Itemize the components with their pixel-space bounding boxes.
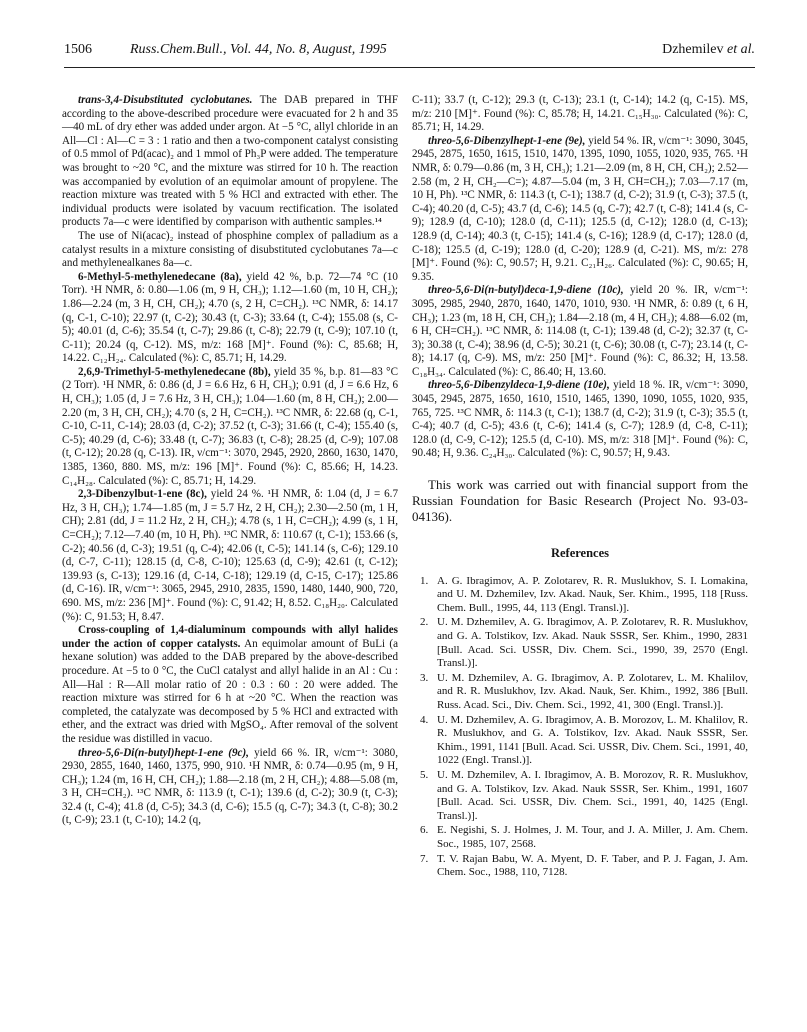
header-rule [64,67,755,68]
reference-item [412,824,748,851]
reference-number: 5. [420,768,429,781]
heading-compound-9c: threo-5,6-Di(n-butyl)hept-1-ene (9c), [78,746,249,759]
paragraph-compound-9c-continued: C-11); 33.7 (t, C-12); 29.3 (t, C-13); 23.1 (t, C-14); 14.2 (q, C-15). MS, m/z: 210 [M]⁺. Found (%): C, 85.78; H, 14.21. C₁₅H₃₀. Calculated (%): C, 85.71; H, 14.29. [412,94,748,134]
reference-text: U. M. Dzhemilev, A. G. Ibragimov, A. B. Morozov, L. M. Khalilov, R. R. Muslukhov, and G. A. Tolstikov, Izv. Akad. Nauk SSSR, Ser. Khim., 1991, 1141 [Bull. Acad. Sci. USSR, Div. Chem. Sci., 1991, 40, 1022 (Engl. Transl.)]. [437,713,748,767]
reference-number: 1. [420,574,429,587]
running-author-suffix: et al. [723,42,755,57]
heading-cross-coupling: Cross-coupling of 1,4-dialuminum compounds with allyl halides under the action of copper catalysts. [62,624,398,650]
running-header [64,42,755,62]
body-compound-9e: yield 54 %. IR, ν/cm⁻¹: 3090, 3045, 2945, 2875, 1650, 1615, 1510, 1470, 1395, 1090, 1055, 1020, 935, 765. ¹H NMR, δ: 0.79—0.86 (m, 3 H, CH₃); 1.21—2.09 (m, 8 H, CH, CH₂); 2.52—2.58 (m, 2 H, CH₂—C=); 4.87—5.04 (m, 3 H, CH=CH₂); 7.03—7.17 (m, 10 H, Ph). ¹³C NMR, δ: 114.3 (t, C-1); 138.7 (d, C-2); 31.9 (t, C-3); 37.5 (t, C-4); 40.20 (d, C-5); 43.7 (d, C-6); 14.5 (q, C-7); 42.7 (t, C-8); 141.4 (s, C-9); 128.9 (d, C-10); 128.0 (d, C-11); 125.5 (d, C-12); 128.0 (d, C-13); 128.9 (d, C-14); 40.3 (t, C-15); 141.4 (s, C-16); 128.9 (d, C-17); 128.0 (d, C-18); 125.5 (d, C-19); 128.0 (d, C-20); 128.9 (d, C-21). MS, m/z: 278 [M]⁺. Found (%): C, 90.57; H, 9.21. C₂₁H₂₆. Calculated (%): C, 90.65; H, 9.35. [412,134,749,283]
paragraph-compound-10c [412,284,748,379]
paragraph-trans-cyclobutanes [62,94,398,230]
reference-item [412,769,748,823]
acknowledgement: This work was carried out with financial support from the Russian Foundation for Basic Research (Project No. 93-03-04136). [412,477,748,525]
paragraph-compound-9e [412,135,748,285]
running-author-name: Dzhemilev [662,42,724,57]
body-compound-8c: yield 24 %. ¹H NMR, δ: 1.04 (d, J = 6.7 Hz, 3 H, CH₃); 1.74—1.85 (m, J = 5.7 Hz, 2 H, CH₂); 2.30—2.50 (m, 1 H, CH); 2.81 (dd, J = 11.2 Hz, 2 H, CH₂); 4.78 (s, 1 H, C=CH₂); 4.99 (s, 1 H, C=CH₂); 7.12—7.40 (m, 10 H, Ph). ¹³C NMR, δ: 110.67 (t, C-1); 153.66 (s, C-2); 40.56 (d, C-3); 19.51 (q, C-4); 42.06 (t, C-5); 141.14 (s, C-6); 129.10 (d, C-7, C-11); 128.15 (d, C-8, C-10); 125.63 (d, C-9); 42.61 (t, C-12); 139.93 (s, C-13); 129.16 (d, C-14, C-18); 129.19 (d, C-15, C-17); 125.86 (d, C-16). IR, ν/cm⁻¹: 3065, 2945, 2910, 2835, 1590, 1480, 1440, 900, 720, 690. MS, m/z: 236 [M]⁺. Found (%): C, 91.42; H, 8.52. C₁₈H₂₀. Calculated (%): C, 91.53; H, 8.47. [62,488,398,623]
reference-text: U. M. Dzhemilev, A. I. Ibragimov, A. B. Morozov, R. R. Muslukhov, and G. A. Tolstikov, Izv. Akad. Nauk SSSR, Ser. Khim., 1991, 1607 [Bull. Acad. Sci. USSR, Div. Chem. Sci., 1991, 40, 1425 (Engl. Transl.)]. [437,768,748,822]
heading-compound-10c: threo-5,6-Di(n-butyl)deca-1,9-diene (10c), [428,284,624,297]
body-compound-8b: yield 35 %, b.p. 81—83 °C (2 Torr). ¹H NMR, δ: 0.86 (d, J = 6.6 Hz, 6 H, CH₃); 0.91 (d, J = 6.6 Hz, 6 H, CH₃); 1.05 (d, J = 7.6 Hz, 3 H, CH₃); 1.04—1.60 (m, 8 H, CH₂); 2.00—2.20 (m, 3 H, CH, CH₂); 4.70 (s, 2 H, C=CH₂). ¹³C NMR, δ: 22.68 (q, C-1, C-10, C-11, C-14); 28.03 (d, C-2); 37.52 (t, C-3); 31.66 (t, C-4); 155.40 (s, C-5); 40.29 (d, C-6); 33.48 (t, C-7); 36.83 (t, C-8); 28.25 (d, C-9); 107.08 (t, C-12); 20.28 (q, C-13). IR, ν/cm⁻¹: 3070, 2945, 2920, 2860, 1630, 1470, 1385, 1360, 880. MS, m/z: 196 [M]⁺. Found (%): C, 85.66; H, 14.23. C₁₄H₂₈. Calculated (%): C, 85.71; H, 14.29. [62,365,398,487]
body-compound-10e: yield 18 %. IR, ν/cm⁻¹: 3090, 3045, 2945, 2875, 1650, 1610, 1510, 1465, 1390, 1090, 1055, 1020, 935, 765, 725. ¹³C NMR, δ: 114.3 (t, C-1); 138.7 (d, C-2); 31.9 (t, C-3); 35.5 (t, C-4); 40.7 (d, C-5); 43.6 (t, C-6); 141.4 (s, C-7); 128.9 (d, C-8, C-11); 128.0 (d, C-9, C-12); 125.5 (d, C-10). MS, m/z: 318 [M]⁺. Found (%): C, 90.48; H, 9.36. C₂₄H₃₀. Calculated (%): C, 90.57; H, 9.43. [412,379,748,460]
paragraph-compound-8b [62,366,398,488]
running-author [662,42,755,58]
reference-number: 6. [420,824,429,837]
references-list [412,575,748,880]
reference-text: A. G. Ibragimov, A. P. Zolotarev, R. R. Muslukhov, S. I. Lomakina, and U. M. Dzhemilev, Izv. Akad. Nauk, Ser. Khim., 1995, 118 [Russ. Chem. Bull., 1995, 44, 113 (Engl. Transl.)]. [437,574,748,614]
page-number: 1506 [64,42,92,57]
heading-compound-10e: threo-5,6-Dibenzyldeca-1,9-diene (10e), [428,379,610,392]
right-column [412,94,748,881]
reference-item [412,853,748,880]
reference-text: E. Negishi, S. J. Holmes, J. M. Tour, and J. A. Miller, J. Am. Chem. Soc., 1985, 107, 2568. [437,824,748,850]
paragraph-compound-9c [62,747,398,829]
reference-item [412,672,748,713]
paragraph-compound-8c [62,488,398,624]
left-column [62,94,398,828]
reference-text: U. M. Dzhemilev, A. G. Ibragimov, A. P. Zolotarev, R. R. Muslukhov, and G. A. Tolstikov, Izv. Akad. Nauk SSSR, Ser. Khim., 1990, 2831 [Bull. Acad. Sci. USSR, Div. Chem. Sci., 1990, 39, 2570 (Engl. Transl.)]. [437,616,748,670]
body-compound-9c: yield 66 %. IR, ν/cm⁻¹: 3080, 2930, 2855, 1640, 1460, 1375, 990, 910. ¹H NMR, δ: 0.74—0.95 (m, 9 H, CH₃); 1.24 (m, 16 H, CH, CH₂); 1.88—2.18 (m, 2 H, CH₂); 4.88—5.08 (m, 3 H, CH=CH₂). ¹³C NMR, δ: 113.9 (t, C-1); 139.6 (d, C-2); 30.9 (t, C-3); 32.4 (t, C-4); 41.8 (d, C-5); 34.3 (d, C-6); 15.5 (q, C-7); 34.3 (t, C-8); 30.2 (t, C-9); 23.1 (t, C-10); 14.2 (q, [62,746,398,827]
reference-item [412,616,748,670]
heading-compound-9e: threo-5,6-Dibenzylhept-1-ene (9e), [428,134,586,147]
reference-item [412,714,748,768]
heading-compound-8b: 2,6,9-Trimethyl-5-methylenedecane (8b), [78,365,271,378]
body-trans-cyclobutanes: The DAB prepared in THF according to the above-described procedure were evacuated for 2 h and 35—40 mL of dry ether was added under argon. At −5 °C, allyl chloride in an All—Cl : Al—C = 3 : 1 ratio and then a two-component catalyst consisting of 0.5 mmol of Pd(acac)₂ and 1 mmol of Ph₃P were added. The temperature was brought to ~20 °C, and the mixture was stirred for 10 h. The reaction was accompanied by evolution of an equimolar amount of propylene. The reaction mixture was treated with 5 % HCl and extracted with ether. The individual products were isolated by vacuum rectification. The isolated products 7a—c were identified by comparison with authentic samples.¹⁴ [62,94,398,229]
heading-compound-8a: 6-Methyl-5-methylenedecane (8a), [78,270,242,283]
paragraph-cross-coupling [62,624,398,746]
journal-citation: Russ.Chem.Bull., Vol. 44, No. 8, August, 1995 [130,42,387,57]
reference-number: 2. [420,616,429,629]
reference-number: 4. [420,713,429,726]
paragraph-nickel-catalyst: The use of Ni(acac)₂ instead of phosphine complex of palladium as a catalyst results in a mixture consisting of disubstituted cyclobutanes 7a—c and methylenealkanes 8a—c. [62,229,398,270]
heading-compound-8c: 2,3-Dibenzylbut-1-ene (8c), [78,488,207,501]
reference-item [412,575,748,616]
body-compound-8a: yield 42 %, b.p. 72—74 °C (10 Torr). ¹H NMR, δ: 0.80—1.06 (m, 9 H, CH₃); 1.12—1.60 (m, 10 H, CH₂); 1.86—2.24 (m, 3 H, CH, CH₂); 4.70 (s, 2 H, C=CH₂). ¹³C NMR, δ: 14.17 (q, C-1, C-10); 22.97 (t, C-2); 30.43 (t, C-3); 33.64 (t, C-4); 155.08 (s, C-5); 40.01 (d, C-6); 35.54 (t, C-7); 29.86 (t, C-8); 22.79 (t, C-9); 107.10 (t, C-11); 20.24 (q, C-12). MS, m/z: 168 [M]⁺. Found (%): C, 85.68; H, 14.22. C₁₂H₂₄. Calculated (%): C, 85.71; H, 14.29. [62,270,398,365]
body-compound-10c: yield 20 %. IR, ν/cm⁻¹: 3095, 2985, 2940, 2870, 1640, 1470, 1010, 930. ¹H NMR, δ: 0.89 (t, 6 H, CH₃); 1.23 (m, 18 H, CH, CH₂); 1.84—2.18 (m, 4 H, CH₂); 4.88—6.02 (m, 6 H, CH=CH₂). ¹³C NMR, δ: 114.08 (t, C-1); 139.48 (d, C-2); 32.37 (t, C-3); 30.38 (t, C-4); 38.96 (d, C-5); 30.21 (t, C-6); 30.08 (t, C-7); 23.14 (t, C-8); 14.17 (q, C-9). MS, m/z: 250 [M]⁺. Found (%): C, 86.32; H, 13.58. C₁₈H₃₄. Calculated (%): C, 86.40; H, 13.60. [412,284,748,378]
reference-number: 3. [420,671,429,684]
heading-trans-cyclobutanes: trans-3,4-Disubstituted cyclobutanes. [78,94,253,106]
paragraph-compound-10e [412,379,748,461]
references-heading: References [550,546,610,561]
reference-number: 7. [420,852,429,865]
paragraph-compound-8a [62,271,398,366]
body-cross-coupling: An equimolar amount of BuLi (a hexane solution) was added to the DAB prepared by the above-described procedure. At −5 to 0 °C, the CuCl catalyst and allyl halide in an Al : Cu : All—Hal : R—All molar ratio of 20 : 0.3 : 60 : 20 were added. The reaction mixture was stirred for 6 h at ~20 °C. When the reaction was completed, the catalyzate was decomposed by 5 % HCl and extracted with ether, and the extract was dried with MgSO₄. After removal of the solvent the residue was distilled in vacuo. [62,637,398,745]
reference-text: U. M. Dzhemilev, A. G. Ibragimov, A. P. Zolotarev, L. M. Khalilov, and R. R. Muslukhov, Izv. Akad. Nauk, Ser. Khim., 1992, 386 [Bull. Russ. Acad. Sci., Div. Chem. Sci., 1992, 41, 300 (Engl. Transl.)]. [437,671,748,711]
reference-text: T. V. Rajan Babu, W. A. Myent, D. F. Taber, and P. J. Fagan, J. Am. Chem. Soc., 1988, 110, 7128. [437,852,748,879]
